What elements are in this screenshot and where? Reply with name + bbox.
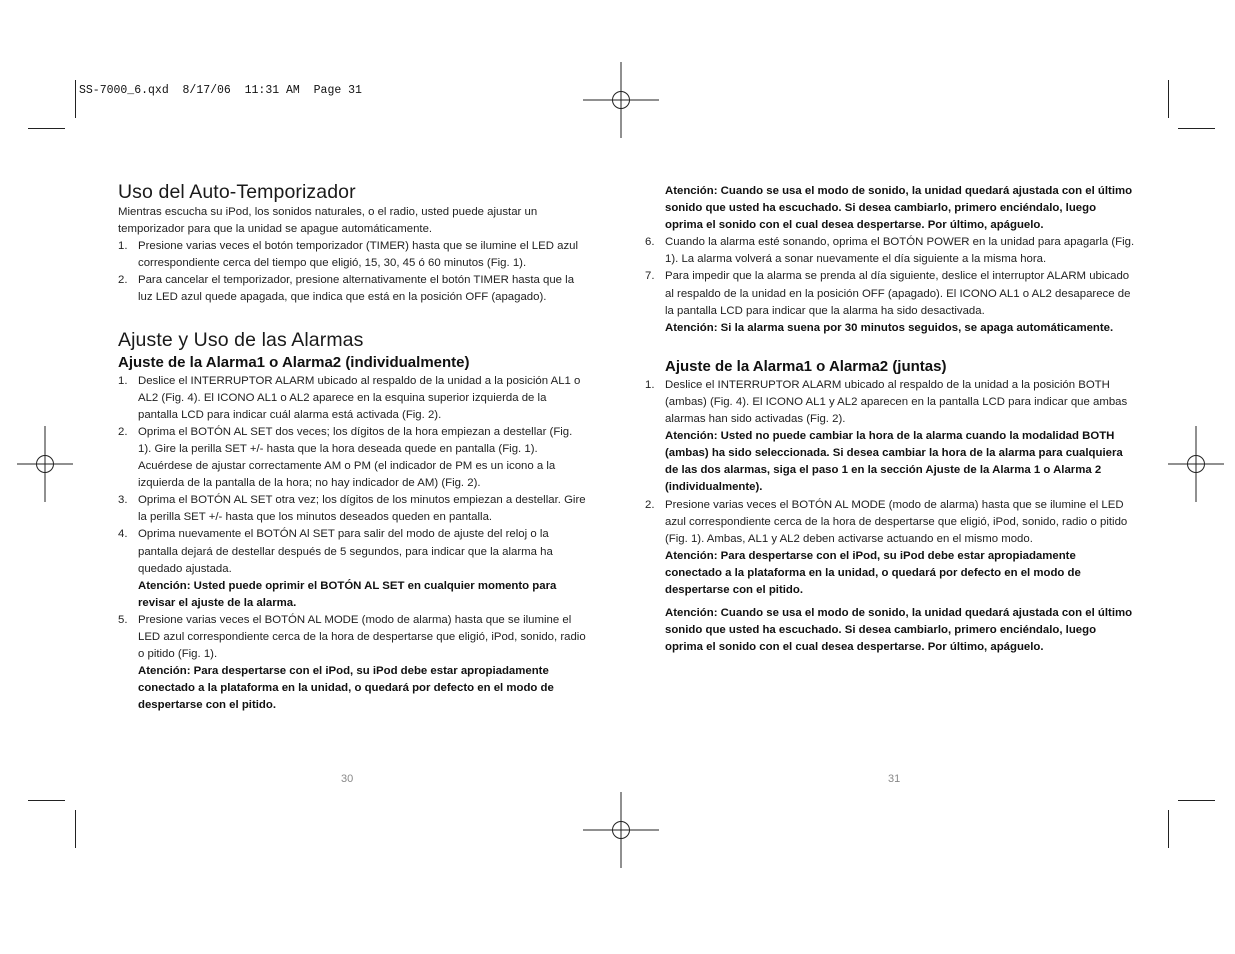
list-item — [118, 612, 588, 715]
both-alarm-steps — [645, 377, 1135, 599]
registration-mark-icon — [583, 62, 659, 138]
crop-mark — [75, 80, 76, 118]
list-item — [118, 272, 588, 306]
registration-mark-icon — [583, 792, 659, 868]
attention-note: Atención: Cuando se usa el modo de sonido, la unidad quedará ajustada con el último sonido que usted ha escuchado. Si desea cambiarlo, primero enciéndalo, luego oprima el sonido con el cual desea despertarse. Por último, apáguelo. — [665, 185, 1133, 232]
crop-mark — [28, 128, 65, 129]
attention-note: Atención: Cuando se usa el modo de sonido, la unidad quedará ajustada con el último sonido que usted ha escuchado. Si desea cambiarlo, primero enciéndalo, luego oprima el sonido con el cual desea despertarse. Por último, apáguelo. — [665, 607, 1133, 654]
item-number: 6. — [645, 236, 655, 249]
item-text: Oprima nuevamente el BOTÓN Al SET para salir del modo de ajuste del reloj o la pantalla dejará de destellar después de 5 segundos, para indicar que la alarma ha quedado ajustada. — [138, 528, 553, 575]
list-item — [118, 492, 588, 526]
list-item — [118, 526, 588, 611]
item-number: 1. — [645, 378, 655, 391]
right-page — [645, 183, 1135, 656]
item-number: 1. — [118, 374, 128, 387]
item-text: Deslice el INTERRUPTOR ALARM ubicado al respaldo de la unidad a la posición BOTH (ambas) (Fig. 4). El ICONO AL1 y AL2 aparecen en la pantalla LCD para indicar que ambas alarmas han sido activadas (Fig. 2). — [665, 378, 1128, 426]
list-item — [645, 268, 1135, 336]
file-slug: SS-7000_6.qxd 8/17/06 11:31 AM Page 31 — [79, 84, 362, 97]
item-text: Oprima el BOTÓN AL SET otra vez; los dígitos de los minutos empiezan a destellar. Gire la perilla SET +/- hasta que los minutos deseados queden en pantalla. — [138, 494, 586, 524]
item-text: Cuando la alarma esté sonando, oprima el BOTÓN POWER en la unidad para apagarla (Fig. 1). La alarma volverá a sonar nuevamente el día siguiente a la misma hora. — [665, 236, 1135, 266]
list-item — [645, 497, 1135, 600]
registration-mark-icon — [7, 426, 83, 502]
crop-mark — [75, 810, 76, 848]
attention-note: Atención: Usted puede oprimir el BOTÓN AL SET en cualquier momento para revisar el ajuste de la alarma. — [138, 579, 557, 609]
crop-mark — [1178, 128, 1215, 129]
intro-paragraph: Mientras escucha su iPod, los sonidos naturales, o el radio, usted puede ajustar un temporizador para que la unidad se apague automáticamente. — [118, 206, 538, 236]
left-page — [118, 180, 588, 714]
item-number: 3. — [118, 494, 128, 507]
item-number: 5. — [118, 613, 128, 626]
item-number: 2. — [118, 425, 128, 438]
section-title: Uso del Auto-Temporizador — [118, 181, 356, 203]
item-text: Presione varias veces el BOTÓN AL MODE (modo de alarma) hasta que se ilumine el LED azul correspondiente cerca de la hora de despertarse que eligió, iPod, sonido, radio o pitido (Fig. 1). — [138, 613, 586, 661]
item-number: 7. — [645, 270, 655, 283]
list-item — [118, 373, 588, 424]
item-text: Para cancelar el temporizador, presione alternativamente el botón TIMER hasta que la luz LED azul quede apagada, que indica que está en la posición OFF (apagado). — [138, 274, 575, 304]
item-text: Presione varias veces el botón temporizador (TIMER) hasta que se ilumine el LED azul correspondiente cerca del tiempo que eligió, 15, 30, 45 ó 60 minutos (Fig. 1). — [138, 240, 579, 270]
item-number: 2. — [645, 498, 655, 511]
page-number: 31 — [888, 773, 901, 785]
item-number: 4. — [118, 528, 128, 541]
subsection-title: Ajuste de la Alarma1 o Alarma2 (individualmente) — [118, 353, 470, 371]
alarm-steps-continued — [645, 234, 1135, 337]
alarm-steps — [118, 373, 588, 715]
subsection-title: Ajuste de la Alarma1 o Alarma2 (juntas) — [665, 357, 947, 375]
timer-steps — [118, 238, 588, 306]
item-text: Deslice el INTERRUPTOR ALARM ubicado al respaldo de la unidad a la posición AL1 o AL2 (Fig. 4). El ICONO AL1 o AL2 aparece en la esquina superior izquierda de la pantalla LCD para indicar cuál alarma está activada (Fig. 2). — [138, 374, 581, 421]
item-number: 2. — [118, 274, 128, 287]
page-number: 30 — [341, 773, 354, 785]
registration-mark-icon — [1158, 426, 1234, 502]
attention-note: Atención: Para despertarse con el iPod, su iPod debe estar apropiadamente conectado a la plataforma en la unidad, o quedará por defecto en el modo de despertarse con el pitido. — [138, 665, 554, 712]
attention-note: Atención: Para despertarse con el iPod, su iPod debe estar apropiadamente conectado a la plataforma en la unidad, o quedará por defecto en el modo de despertarse con el pitido. — [665, 549, 1081, 596]
crop-mark — [1168, 810, 1169, 848]
crop-mark — [28, 800, 65, 801]
crop-mark — [1178, 800, 1215, 801]
attention-note: Atención: Si la alarma suena por 30 minutos seguidos, se apaga automáticamente. — [665, 321, 1114, 334]
item-number: 1. — [118, 240, 128, 253]
list-item — [645, 234, 1135, 268]
section-title: Ajuste y Uso de las Alarmas — [118, 328, 364, 351]
list-item — [118, 424, 588, 492]
item-text: Presione varias veces el BOTÓN AL MODE (modo de alarma) hasta que se ilumine el LED azul correspondiente cerca de la hora de despertarse que eligió, iPod, sonido, radio o pitido (Fig. 1). Ambas, AL1 y AL2 deben activarse actuando en el mismo modo. — [665, 498, 1128, 545]
item-text: Oprima el BOTÓN AL SET dos veces; los dígitos de la hora empiezan a destellar (Fig. 1). Gire la perilla SET +/- hasta que la hora deseada quede en pantalla (Fig. 1). Acuérdese de ajustar correctamente AM o PM (el indicador de PM es un icono a la izquierda de la pantalla de la hora; no hay indicador de AM) (Fig. 2). — [138, 425, 573, 490]
item-text: Para impedir que la alarma se prenda al día siguiente, deslice el interruptor ALARM ubicado al respaldo de la unidad en la posición OFF (apagado). El ICONO AL1 o AL2 desaparece de la pantalla LCD para indicar que la alarma ha sido desactivada. — [665, 270, 1131, 317]
list-item — [645, 377, 1135, 497]
attention-note: Atención: Usted no puede cambiar la hora de la alarma cuando la modalidad BOTH (ambas) ha sido seleccionada. Si desea cambiar la hora de la alarma para cualquiera de las dos alarmas, siga el paso 1 en la sección Ajuste de la Alarma 1 o Alarma 2 (individualmente). — [665, 430, 1123, 494]
crop-mark — [1168, 80, 1169, 118]
list-item — [118, 238, 588, 272]
